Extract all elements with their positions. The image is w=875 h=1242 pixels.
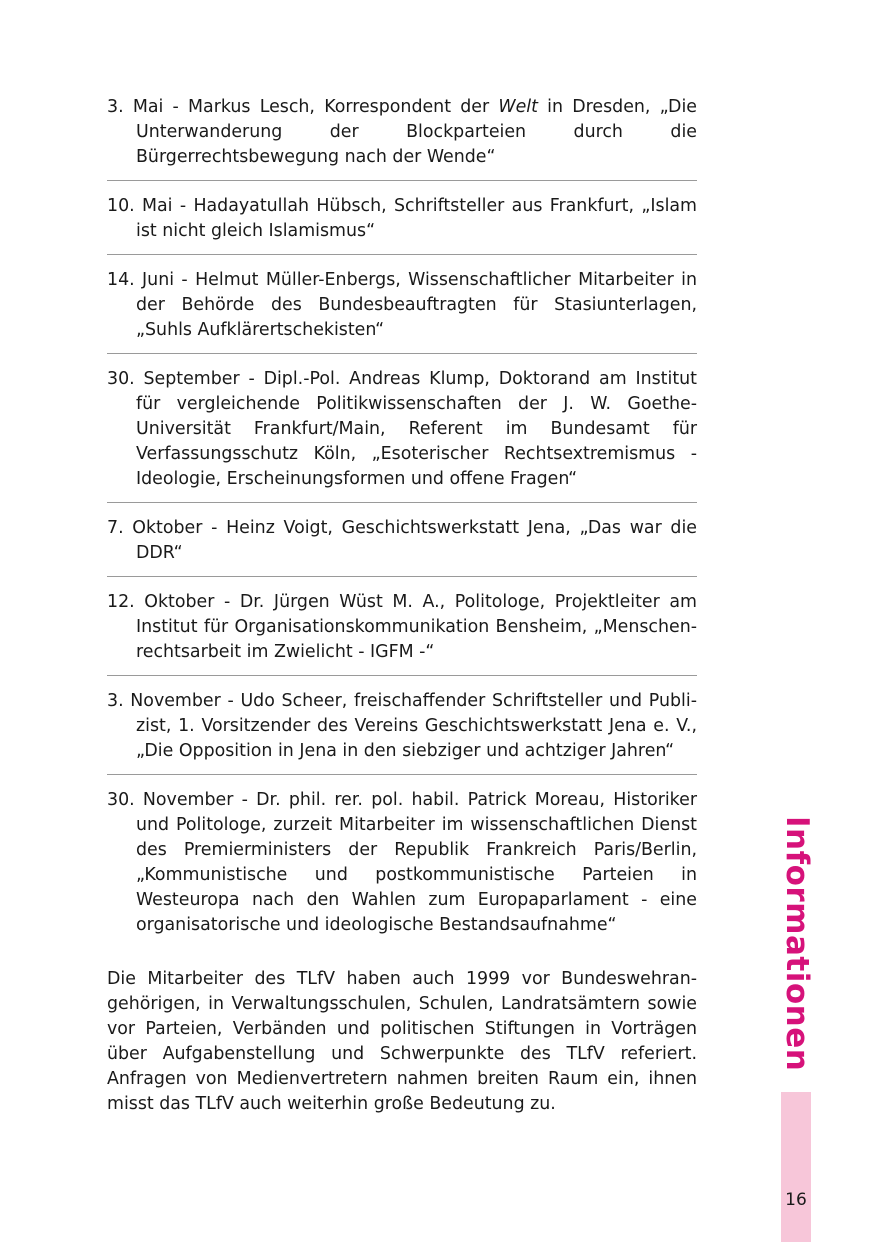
section-tab-label: Informationen — [779, 816, 815, 1072]
event-entry-4 — [107, 364, 697, 503]
event-entry-8 — [107, 785, 697, 948]
event-entry-1 — [107, 92, 697, 181]
entry-italic-text: Welt — [498, 97, 538, 117]
entry-text: 3. November - Udo Scheer, freischaffender Schriftsteller und Publizist, 1. Vorsitzender des Vereins Geschichtswerkstatt Jena e. V., „Die Opposition in Jena in den siebziger und achtziger Jahren“ — [107, 691, 697, 761]
entry-text-rest: in Dresden, „Die Unterwanderung der Blockparteien durch die Bürgerrechtsbewegung nach der Wende“ — [136, 97, 697, 167]
entry-text: 7. Oktober - Heinz Voigt, Geschichtswerkstatt Jena, „Das war die DDR“ — [107, 518, 697, 563]
section-tab — [779, 816, 815, 1072]
entry-text: 3. Mai - Markus Lesch, Korrespondent der — [107, 97, 499, 117]
event-entry-3 — [107, 265, 697, 354]
event-entry-6 — [107, 587, 697, 676]
entry-text: 30. November - Dr. phil. rer. pol. habil. Patrick Moreau, Historiker und Politologe, zurzeit Mitarbeiter im wissenschaftlichen Dienst des Premierministers der Republik Frankreich Paris/Berlin, „Kommunistische und postkommunistische Parteien in Westeuropa nach den Wahlen zum Europaparlament - eine organisatorische und ideologische Bestandsaufnahme“ — [107, 790, 697, 935]
event-entry-5 — [107, 513, 697, 577]
page-content — [107, 92, 697, 1117]
entry-text: 10. Mai - Hadayatullah Hübsch, Schriftsteller aus Frankfurt, „Islam ist nicht gleich Islamismus“ — [107, 196, 697, 241]
entry-text: 12. Oktober - Dr. Jürgen Wüst M. A., Politologe, Projektleiter am Institut für Organisationskommunikation Bensheim, „Menschenrechtsarbeit im Zwielicht - IGFM -“ — [107, 592, 697, 662]
entry-text: 30. September - Dipl.-Pol. Andreas Klump, Doktorand am Institut für vergleichende Politikwissenschaften der J. W. Goethe-Universität Frankfurt/Main, Referent im Bundesamt für Verfassungsschutz Köln, „Esoterischer Rechtsextremismus - Ideologie, Erscheinungsformen und offene Fragen“ — [107, 369, 697, 489]
entry-text: 14. Juni - Helmut Müller-Enbergs, Wissenschaftlicher Mitarbeiter in der Behörde des Bundesbeauftragten für Stasiunterlagen, „Suhls Aufklärertschekisten“ — [107, 270, 697, 340]
event-entry-2 — [107, 191, 697, 255]
event-entry-7 — [107, 686, 697, 775]
page-number: 16 — [785, 1190, 807, 1210]
closing-paragraph: Die Mitarbeiter des TLfV haben auch 1999 vor Bundeswehrangehörigen, in Verwaltungsschulen, Schulen, Landratsämtern sowie vor Parteien, Verbänden und politischen Stiftungen in Vorträgen über Aufgabenstellung und Schwerpunkte des TLfV referiert. Anfragen von Medienvertretern nahmen breiten Raum ein, ihnen misst das TLfV auch weiterhin große Bedeutung zu. — [107, 969, 697, 1114]
page-number-tab — [781, 1092, 811, 1242]
